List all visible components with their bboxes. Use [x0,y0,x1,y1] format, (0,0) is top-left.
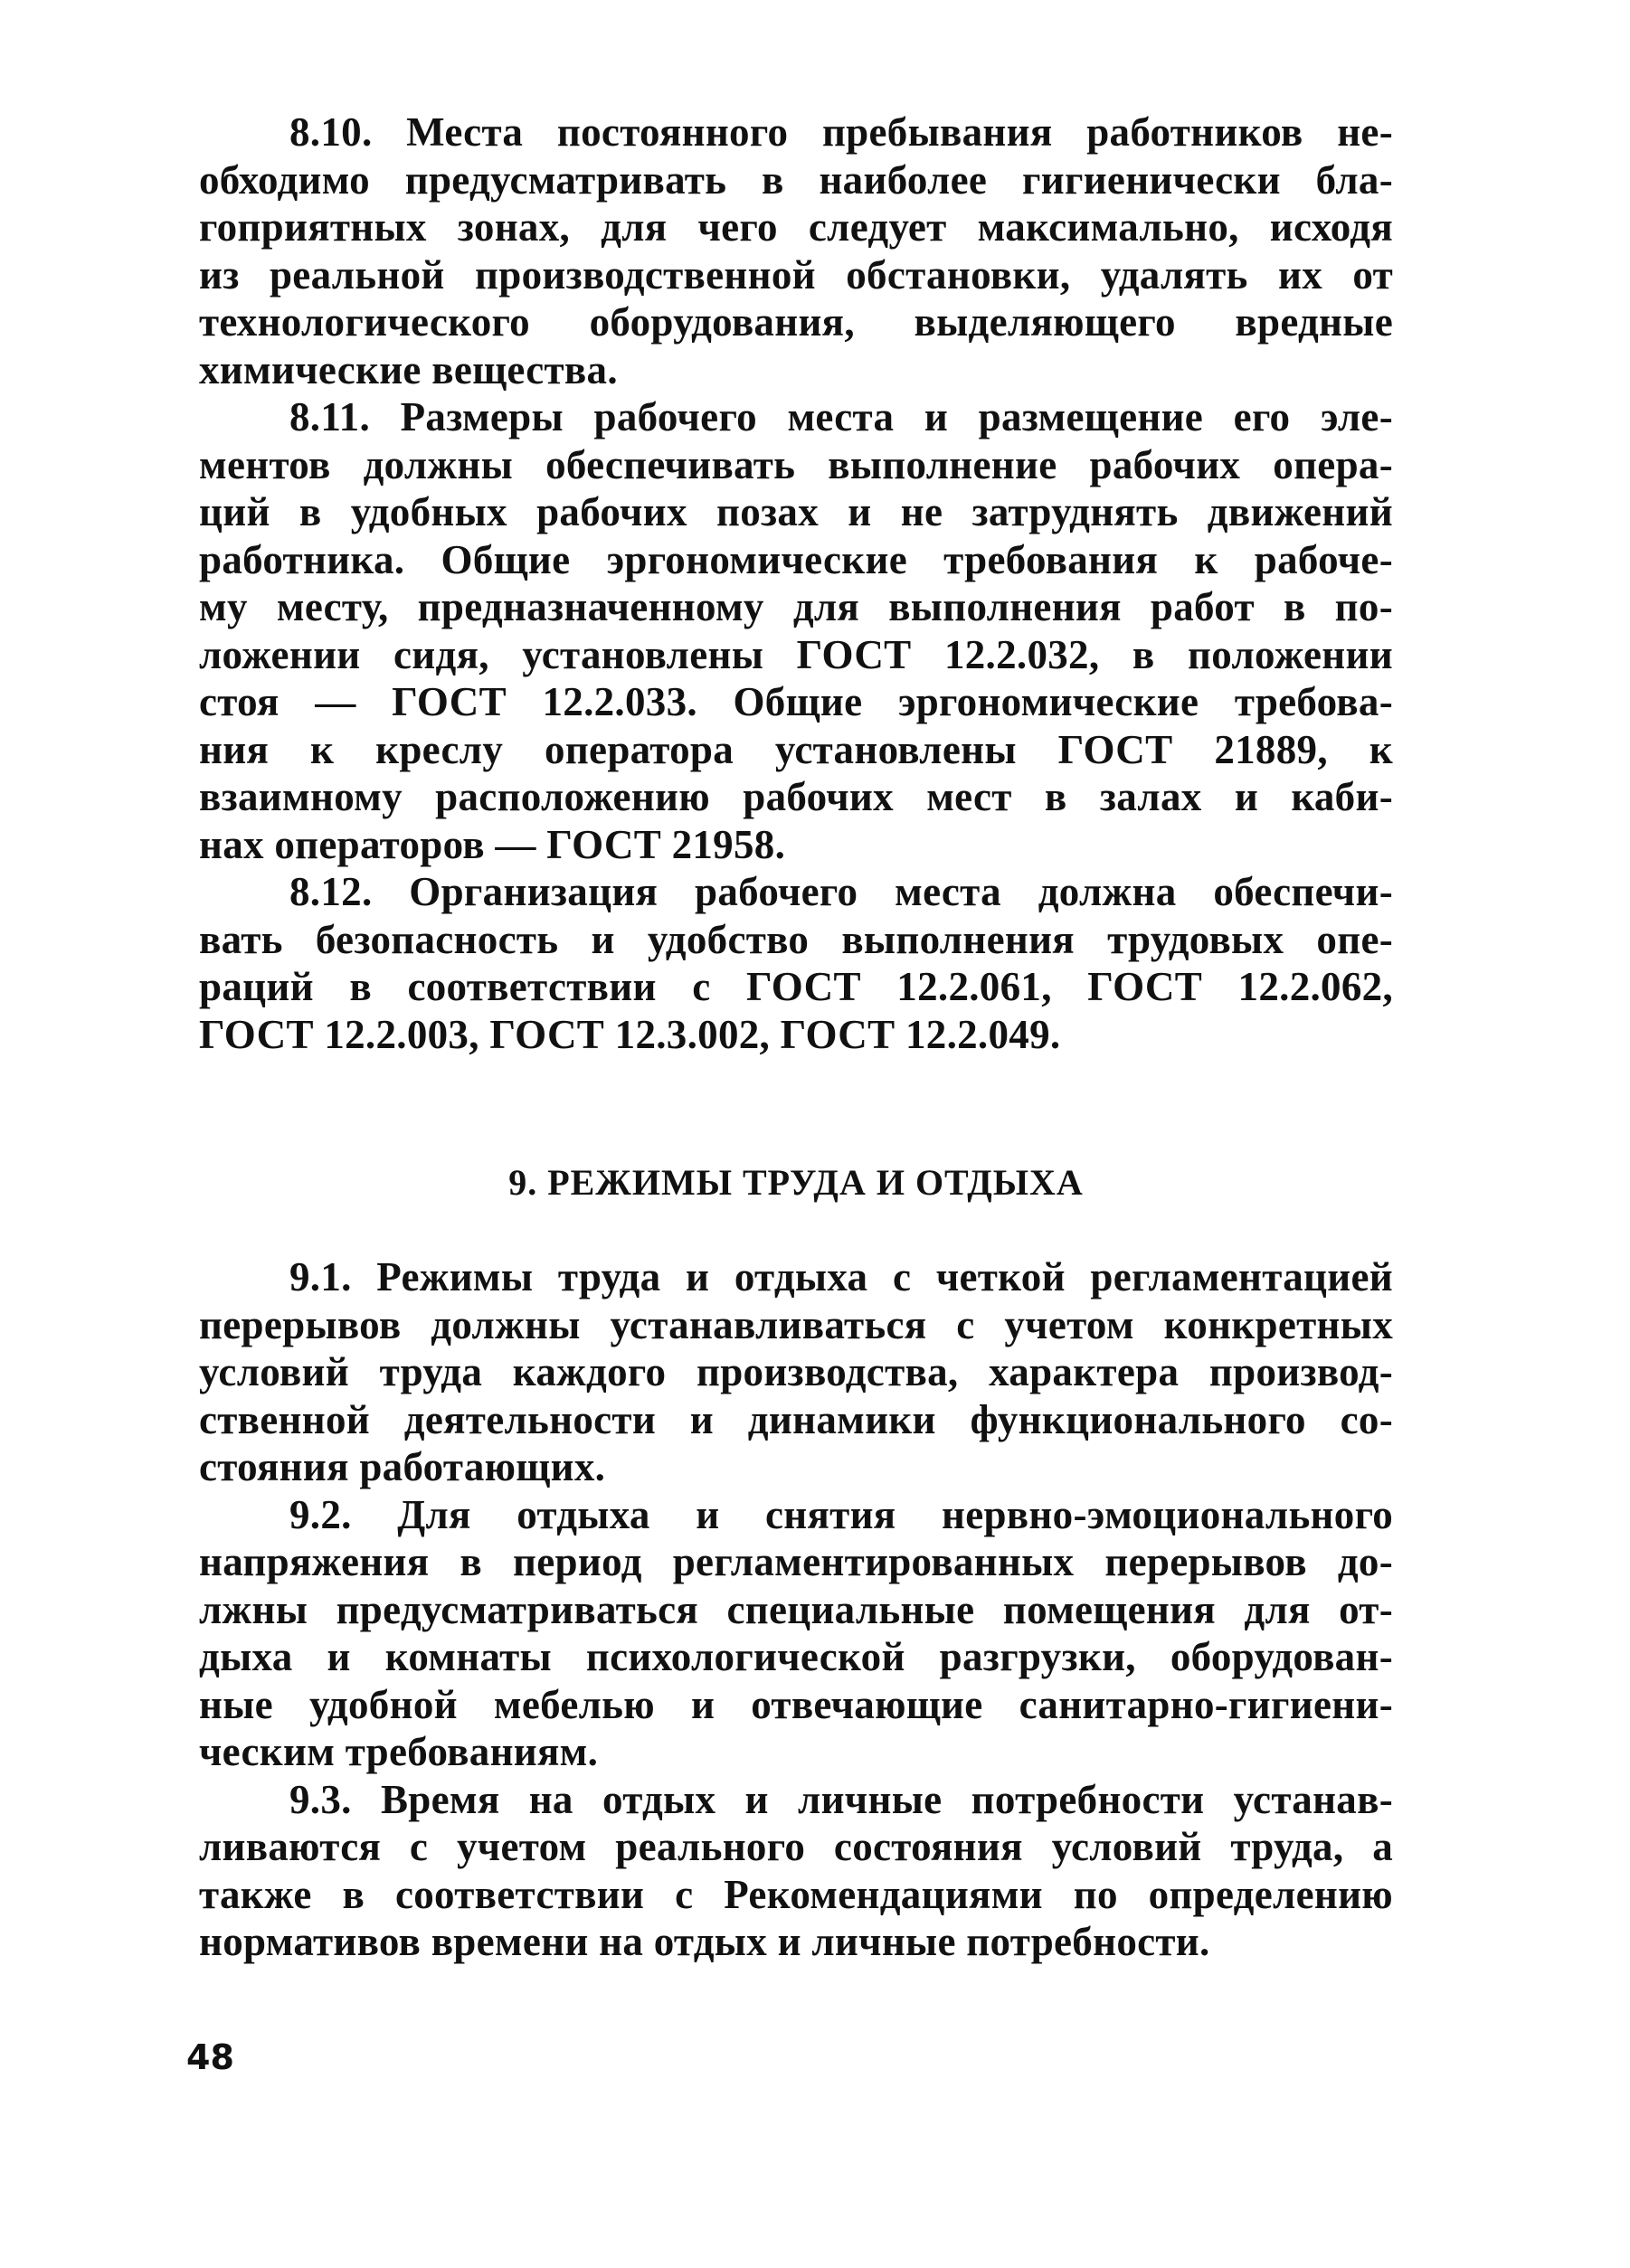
text-line: стоя — ГОСТ 12.2.033. Общие эргономические требова- [199,679,1393,724]
text-line: ственной деятельности и динамики функционального со- [199,1396,1393,1442]
text-line: условий труда каждого производства, характера производ- [199,1349,1393,1394]
text-line: гоприятных зонах, для чего следует максимально, исходя [199,204,1393,250]
text-line: 9.2. Для отдыха и снятия нервно-эмоционального [289,1491,1393,1537]
text-line: ций в удобных рабочих позах и не затруднять движений [199,489,1393,534]
text-line: дыха и комнаты психологической разгрузки, оборудован- [199,1634,1393,1679]
text-line: ментов должны обеспечивать выполнение рабочих опера- [199,441,1393,487]
text-line: 8.10. Места постоянного пребывания работников не- [289,109,1393,155]
paragraph-8-12 [199,868,1393,1058]
text-line: химические вещества. [199,346,618,392]
text-line: ческим требованиям. [199,1729,599,1774]
text-line: вать безопасность и удобство выполнения трудовых опе- [199,916,1393,962]
text-line: ГОСТ 12.2.003, ГОСТ 12.3.002, ГОСТ 12.2.049. [199,1011,1061,1057]
text-line: напряжения в период регламентированных перерывов до- [199,1539,1393,1584]
paragraph-9-2 [199,1491,1393,1776]
paragraph-9-3 [199,1776,1393,1966]
paragraph-8-10 [199,109,1393,393]
text-line: 8.12. Организация рабочего места должна обеспечи- [289,869,1393,914]
section-9-heading: 9. РЕЖИМЫ ТРУДА И ОТДЫХА [508,1162,1084,1203]
text-line: му месту, предназначенному для выполнения работ в по- [199,584,1393,629]
text-line: 8.11. Размеры рабочего места и размещение его эле- [289,394,1393,439]
text-line: лжны предусматриваться специальные помещения для от- [199,1586,1393,1632]
text-line: ливаются с учетом реального состояния условий труда, а [199,1824,1393,1869]
text-line: 9.3. Время на отдых и личные потребности устанав- [289,1776,1393,1822]
text-line: нормативов времени на отдых и личные потребности. [199,1919,1210,1964]
text-line: обходимо предусматривать в наиболее гигиенически бла- [199,156,1393,203]
text-line: ные удобной мебелью и отвечающие санитарно-гигиени- [199,1681,1393,1727]
text-line: стояния работающих. [199,1444,606,1489]
page-number: 48 [186,2037,234,2077]
text-line: также в соответствии с Рекомендациями по определению [199,1871,1393,1917]
text-line: взаимному расположению рабочих мест в залах и каби- [199,774,1393,819]
text-line: ложении сидя, установлены ГОСТ 12.2.032, в положении [199,631,1393,677]
text-line: работника. Общие эргономические требования к рабоче- [199,536,1393,582]
paragraph-9-1 [199,1253,1393,1491]
paragraph-8-11 [199,393,1393,868]
text-line: ния к креслу оператора установлены ГОСТ 21889, к [199,726,1393,772]
text-line: технологического оборудования, выделяющего вредные [199,299,1393,345]
text-line: раций в соответствии с ГОСТ 12.2.061, ГОСТ 12.2.062, [199,964,1393,1009]
section-9-text [199,1253,1393,1966]
text-line: 9.1. Режимы труда и отдыха с четкой регламентацией [289,1254,1393,1299]
text-line: нах операторов — ГОСТ 21958. [199,821,786,867]
text-line: перерывов должны устанавливаться с учетом конкретных [199,1301,1393,1347]
section-8-text [199,109,1393,1058]
text-line: из реальной производственной обстановки, удалять их от [199,251,1393,298]
